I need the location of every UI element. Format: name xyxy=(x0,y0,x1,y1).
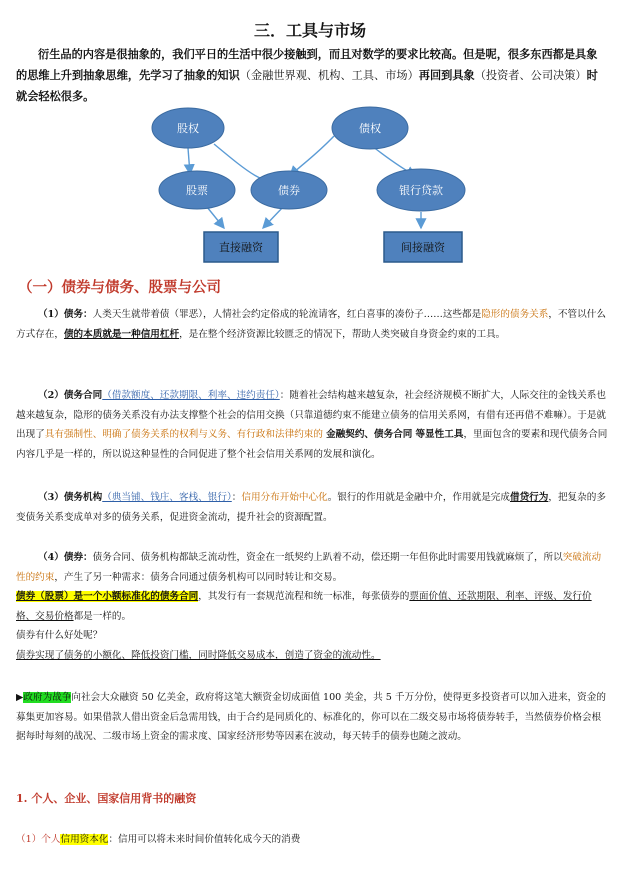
node-stock-label: 股票 xyxy=(186,184,208,197)
intro-text-c: 再回到具象 xyxy=(418,68,475,82)
p1-text-3: ，是在整个经济资源比较匮乏的情况下，帮助人类突破自身资金约束的工具。 xyxy=(179,328,506,340)
p3-text-2: ，把复杂的多变债务关系变成单对多的债务关系，促进资金流动，提升社会的资源配置。 xyxy=(16,492,606,523)
node-equity-label: 股权 xyxy=(177,122,199,135)
p2-bold-2: 等显性工具 xyxy=(415,429,464,440)
p2-highlight: 具有强制性、明确了债务关系的权利与义务、有行政和法律约束的 xyxy=(44,429,323,440)
section-heading-2: 1. 个人、企业、国家信用背书的融资 xyxy=(16,792,197,805)
p5-text: 向社会大众融资 50 亿美金，政府将这笔大额资金切成面值 100 美金，共 5 千万分份，使得更多投资者可以加入进来，资金的募集更加容易。如果借款人借出资金后急需用钱，由于合约是同质化的、标准化的，你可以在二级交易市场将债券转手，当然债券价格会根据每时每刻的战况、二级市场上资金的需求度、国家经济形势等因素在波动，每天转手的债券也随之波动。 xyxy=(16,692,606,742)
p2-link[interactable]: （借款额度、还款期限、利率、违约责任） xyxy=(102,390,280,401)
p1-underline: 债的本质就是一种信用杠杆 xyxy=(63,328,180,340)
p4-highlight: 债券（股票）是一个小额标准化的债务合同 xyxy=(16,591,199,602)
arrow-stock-to-direct xyxy=(207,207,224,228)
p3-link[interactable]: （典当铺、钱庄、客栈、银行） xyxy=(102,492,232,503)
p1-highlight: 隐形的债务关系 xyxy=(481,309,549,320)
paragraph-bond xyxy=(16,548,608,665)
page-title: 三．工具与市场 xyxy=(253,21,366,40)
p1-text-2: ，不管以什么方式存在， xyxy=(16,309,606,340)
intro-text-d: （投资者、公司决策） xyxy=(474,69,587,82)
p3-text-1: 。银行的作用就是金融中介，作用就是完成 xyxy=(327,492,510,503)
paragraph-example xyxy=(16,688,608,747)
arrow-bond-to-direct xyxy=(263,206,284,228)
p2-text-1: ：随着社会结构越来越复杂，社会经济规模不断扩大，人际交往的金钱关系也越来越复杂，隐形的债务关系没有办法支撑整个社会的信用交换（只靠道德约束不能建立债务的信用关系网，有借有还再借不难嘛）。于是就出现了 xyxy=(16,390,607,440)
p1-text-1: 人类天生就带着债（罪恶），人情社会约定俗成的轮流请客，红白喜事的凑份子……这些都是 xyxy=(92,309,482,320)
p4-text-3: ，其发行有一套规范流程和统一标准，每张债券的 xyxy=(198,591,410,602)
p6-prefix: （1）个人 xyxy=(16,834,61,845)
intro-text-b: （金融世界观、机构、工具、市场） xyxy=(239,69,419,82)
p4-text-2: ，产生了另一种需求：债务合同通过债务机构可以同时转让和交易。 xyxy=(54,571,343,583)
p3-highlight: 信用分布开始中心化 xyxy=(241,492,328,503)
p2-bold-1: 金融契约、债务合同 xyxy=(326,429,413,440)
node-debt-label: 债权 xyxy=(359,122,381,135)
intro-text-a: 衍生品的内容是很抽象的，我们平日的生活中很少接触到，而且对数学的要求比较高。但是呢，很多东西都是具象的思维上升到抽象思维，先学习了抽象的知识 xyxy=(16,47,598,82)
p4-text-4: 都是一样的。 xyxy=(73,610,132,622)
paragraph-debt xyxy=(16,305,608,344)
node-bond-label: 债券 xyxy=(278,184,300,197)
paragraph-debt-contract xyxy=(16,386,608,464)
p4-underline: 票面价值、还款期限、利率、评级、发行价格、交易价格 xyxy=(16,591,592,622)
p3-sep: ： xyxy=(231,492,242,503)
node-direct-label: 直接融资 xyxy=(219,241,263,254)
p4-label: （4）债券： xyxy=(38,552,93,563)
p6-highlight: 信用资本化 xyxy=(60,834,109,845)
financing-diagram xyxy=(0,104,620,270)
arrow-debt-to-bond xyxy=(290,136,334,176)
p3-label: （3）债务机构 xyxy=(38,492,103,503)
bullet-icon: ▶ xyxy=(16,692,24,703)
p2-text-2: ，里面包含的要素和现代债务合同内容几乎是一样的，所以说这种显性的合同促进了整个社会信用关系网的发展和演化。 xyxy=(16,429,608,460)
p1-label: （1）债务： xyxy=(38,309,93,320)
p4-text-1: 债务合同、债务机构都缺乏流动性，资金在一纸契约上趴着不动，偿还期一年但你此时需要用钱就麻烦了，所以 xyxy=(92,552,563,563)
p3-underline: 借贷行为 xyxy=(509,492,549,503)
intro-paragraph xyxy=(16,44,606,107)
p2-label: （2）债务合同 xyxy=(38,390,103,401)
p4-question: 债券有什么好处呢？ xyxy=(16,630,103,641)
arrow-equity-to-stock xyxy=(188,148,190,174)
node-loan-label: 银行贷款 xyxy=(399,184,443,197)
p4-answer: 债券实现了债务的小额化、降低投资门槛，同时降低交易成本，创造了资金的流动性。 xyxy=(16,649,381,661)
section-heading-1: （一）债券与债务、股票与公司 xyxy=(18,279,221,296)
p4-orange: 突破流动性的约束 xyxy=(16,552,602,583)
paragraph-debt-institution xyxy=(16,488,608,527)
paragraph-personal-credit xyxy=(16,830,608,850)
p6-text: ：信用可以将未来时间价值转化成今天的消费 xyxy=(108,834,301,845)
p5-highlight: 政府为战争 xyxy=(23,692,72,703)
node-indirect-label: 间接融资 xyxy=(401,241,445,254)
intro-text-e: 时就会轻松很多。 xyxy=(16,68,598,103)
